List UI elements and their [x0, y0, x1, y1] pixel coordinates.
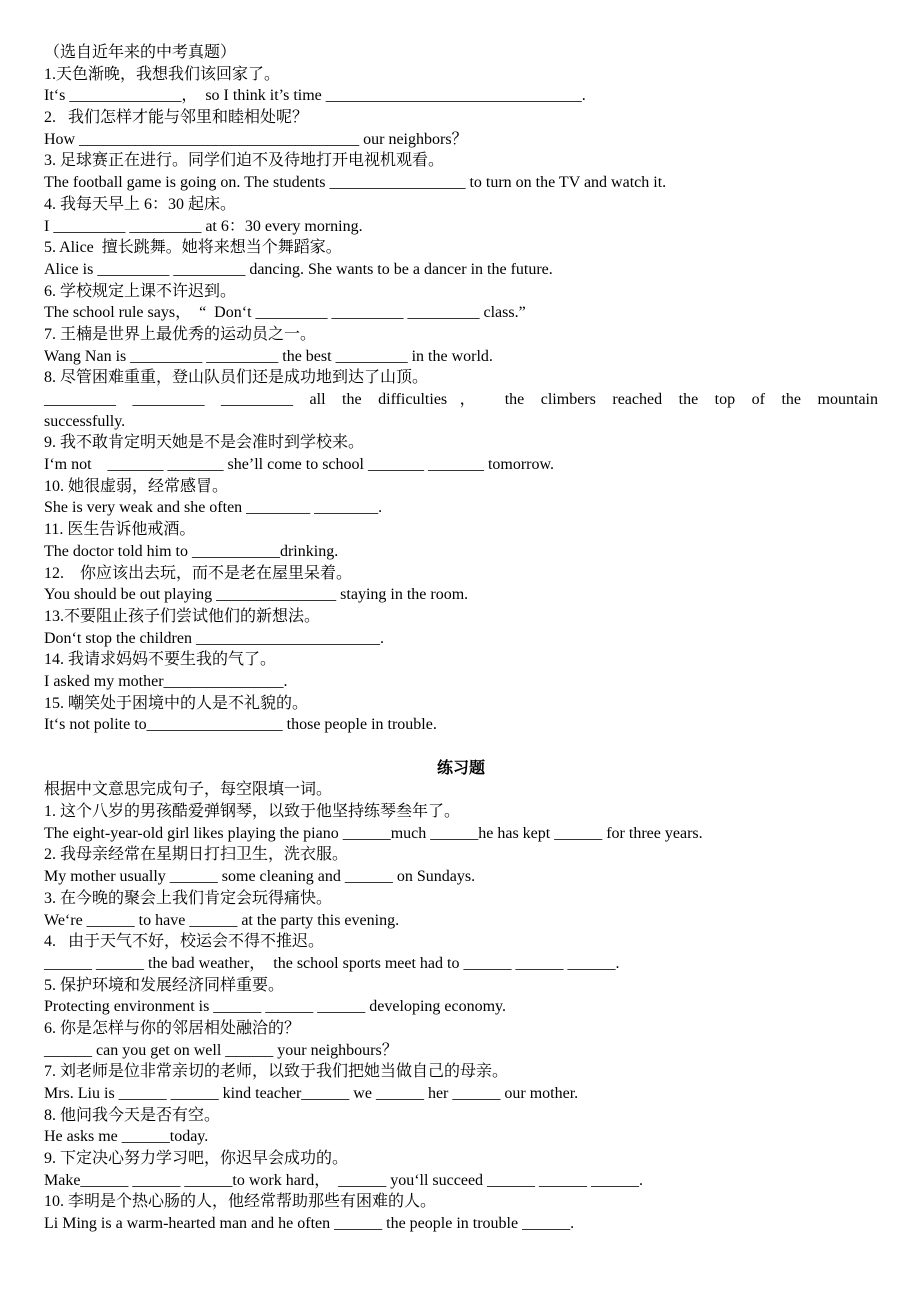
section-spacer: [44, 736, 878, 758]
p8-en: He asks me ______today.: [44, 1128, 209, 1146]
q3-cn: 3. 足球赛正在进行。同学们迫不及待地打开电视机观看。: [44, 152, 445, 170]
q2-cn: 2. 我们怎样才能与邻里和睦相处呢？: [44, 109, 309, 127]
p3-en: We‘re ______ to have ______ at the party this evening.: [44, 911, 400, 929]
q12-en: You should be out playing _______________ staying in the room.: [44, 586, 469, 604]
q11-cn: 11. 医生告诉他戒酒。: [44, 521, 196, 539]
q2-en: How ___________________________________ our neighbors？: [44, 130, 468, 148]
q13-en: Don‘t stop the children _______________________.: [44, 629, 384, 647]
p5-en: Protecting environment is ______ ______ ______ developing economy.: [44, 998, 507, 1016]
p4-cn: 4. 由于天气不好，校运会不得不推迟。: [44, 933, 325, 951]
q9-cn: 9. 我不敢肯定明天她是不是会准时到学校来。: [44, 434, 365, 452]
section2-instruction: 根据中文意思完成句子，每空限填一词。: [44, 781, 333, 799]
p1-cn: 1. 这个八岁的男孩酷爱弹钢琴，以致于他坚持练琴叁年了。: [44, 803, 461, 821]
q8-cn: 8. 尽管困难重重，登山队员们还是成功地到达了山顶。: [44, 369, 429, 387]
p7-en: Mrs. Liu is ______ ______ kind teacher______ we ______ her ______ our mother.: [44, 1085, 579, 1102]
q7-en: Wang Nan is _________ _________ the best _________ in the world.: [44, 347, 493, 365]
q13-cn: 13.不要阻止孩子们尝试他们的新想法。: [44, 607, 321, 625]
p9-en: Make______ ______ ______to work hard， ______ you‘ll succeed ______ ______ ______.: [44, 1171, 644, 1189]
worksheet-page: [44, 42, 878, 1235]
q14-en: I asked my mother_______________.: [44, 672, 288, 690]
p7-cn: 7. 刘老师是位非常亲切的老师，以致于我们把她当做自己的母亲。: [44, 1063, 509, 1081]
q8-en-continued: successfully.: [44, 412, 126, 430]
q10-en: She is very weak and she often ________ ________.: [44, 499, 383, 517]
q5-cn: 5. Alice 擅长跳舞。她将来想当个舞蹈家。: [44, 239, 342, 257]
q15-cn: 15. 嘲笑处于困境中的人是不礼貌的。: [44, 694, 309, 712]
p2-cn: 2. 我母亲经常在星期日打扫卫生，洗衣服。: [44, 846, 349, 864]
q4-en: I _________ _________ at 6：30 every morning.: [44, 217, 363, 235]
q11-en: The doctor told him to ___________drinking.: [44, 542, 339, 560]
p10-cn: 10. 李明是个热心肠的人，他经常帮助那些有困难的人。: [44, 1193, 437, 1211]
p6-cn: 6. 你是怎样与你的邻居相处融洽的？: [44, 1019, 301, 1037]
p10-en: Li Ming is a warm-hearted man and he often ______ the people in trouble ______.: [44, 1215, 575, 1233]
q15-en: It‘s not polite to_________________ those people in trouble.: [44, 716, 437, 734]
p9-cn: 9. 下定决心努力学习吧，你迟早会成功的。: [44, 1150, 349, 1168]
q14-cn: 14. 我请求妈妈不要生我的气了。: [44, 651, 277, 669]
q1-en: It‘s ______________， so I think it’s time ________________________________.: [44, 87, 586, 105]
p6-en: ______ can you get on well ______ your neighbours？: [44, 1041, 398, 1059]
p1-en: The eight-year-old girl likes playing the piano ______much ______he has kept ______ for three years.: [44, 824, 703, 842]
q4-cn: 4. 我每天早上 6：30 起床。: [44, 195, 237, 213]
q5-en: Alice is _________ _________ dancing. She wants to be a dancer in the future.: [44, 260, 553, 278]
p4-en: ______ ______ the bad weather， the school sports meet had to ______ ______ ______.: [44, 954, 620, 972]
q3-en: The football game is going on. The students _________________ to turn on the TV and watch it.: [44, 174, 667, 192]
p2-en: My mother usually ______ some cleaning and ______ on Sundays.: [44, 868, 476, 886]
section2-title: 练习题: [436, 759, 485, 777]
q1-cn: 1.天色渐晚，我想我们该回家了。: [44, 65, 281, 83]
section1-intro: （选自近年来的中考真题）: [44, 44, 237, 61]
q8-en: _________ _________ _________ all the difficulties， the climbers reached the top of the mountain: [44, 391, 878, 408]
p8-cn: 8. 他问我今天是否有空。: [44, 1106, 221, 1124]
q6-cn: 6. 学校规定上课不许迟到。: [44, 282, 237, 300]
q10-cn: 10. 她很虚弱，经常感冒。: [44, 477, 229, 495]
q6-en: The school rule says， “ Don‘t _________ _________ _________ class.”: [44, 304, 526, 322]
q9-en: I‘m not _______ _______ she’ll come to school _______ _______ tomorrow.: [44, 456, 555, 474]
q7-cn: 7. 王楠是世界上最优秀的运动员之一。: [44, 325, 317, 343]
p3-cn: 3. 在今晚的聚会上我们肯定会玩得痛快。: [44, 889, 333, 907]
q12-cn: 12. 你应该出去玩，而不是老在屋里呆着。: [44, 564, 353, 582]
p5-cn: 5. 保护环境和发展经济同样重要。: [44, 976, 285, 994]
